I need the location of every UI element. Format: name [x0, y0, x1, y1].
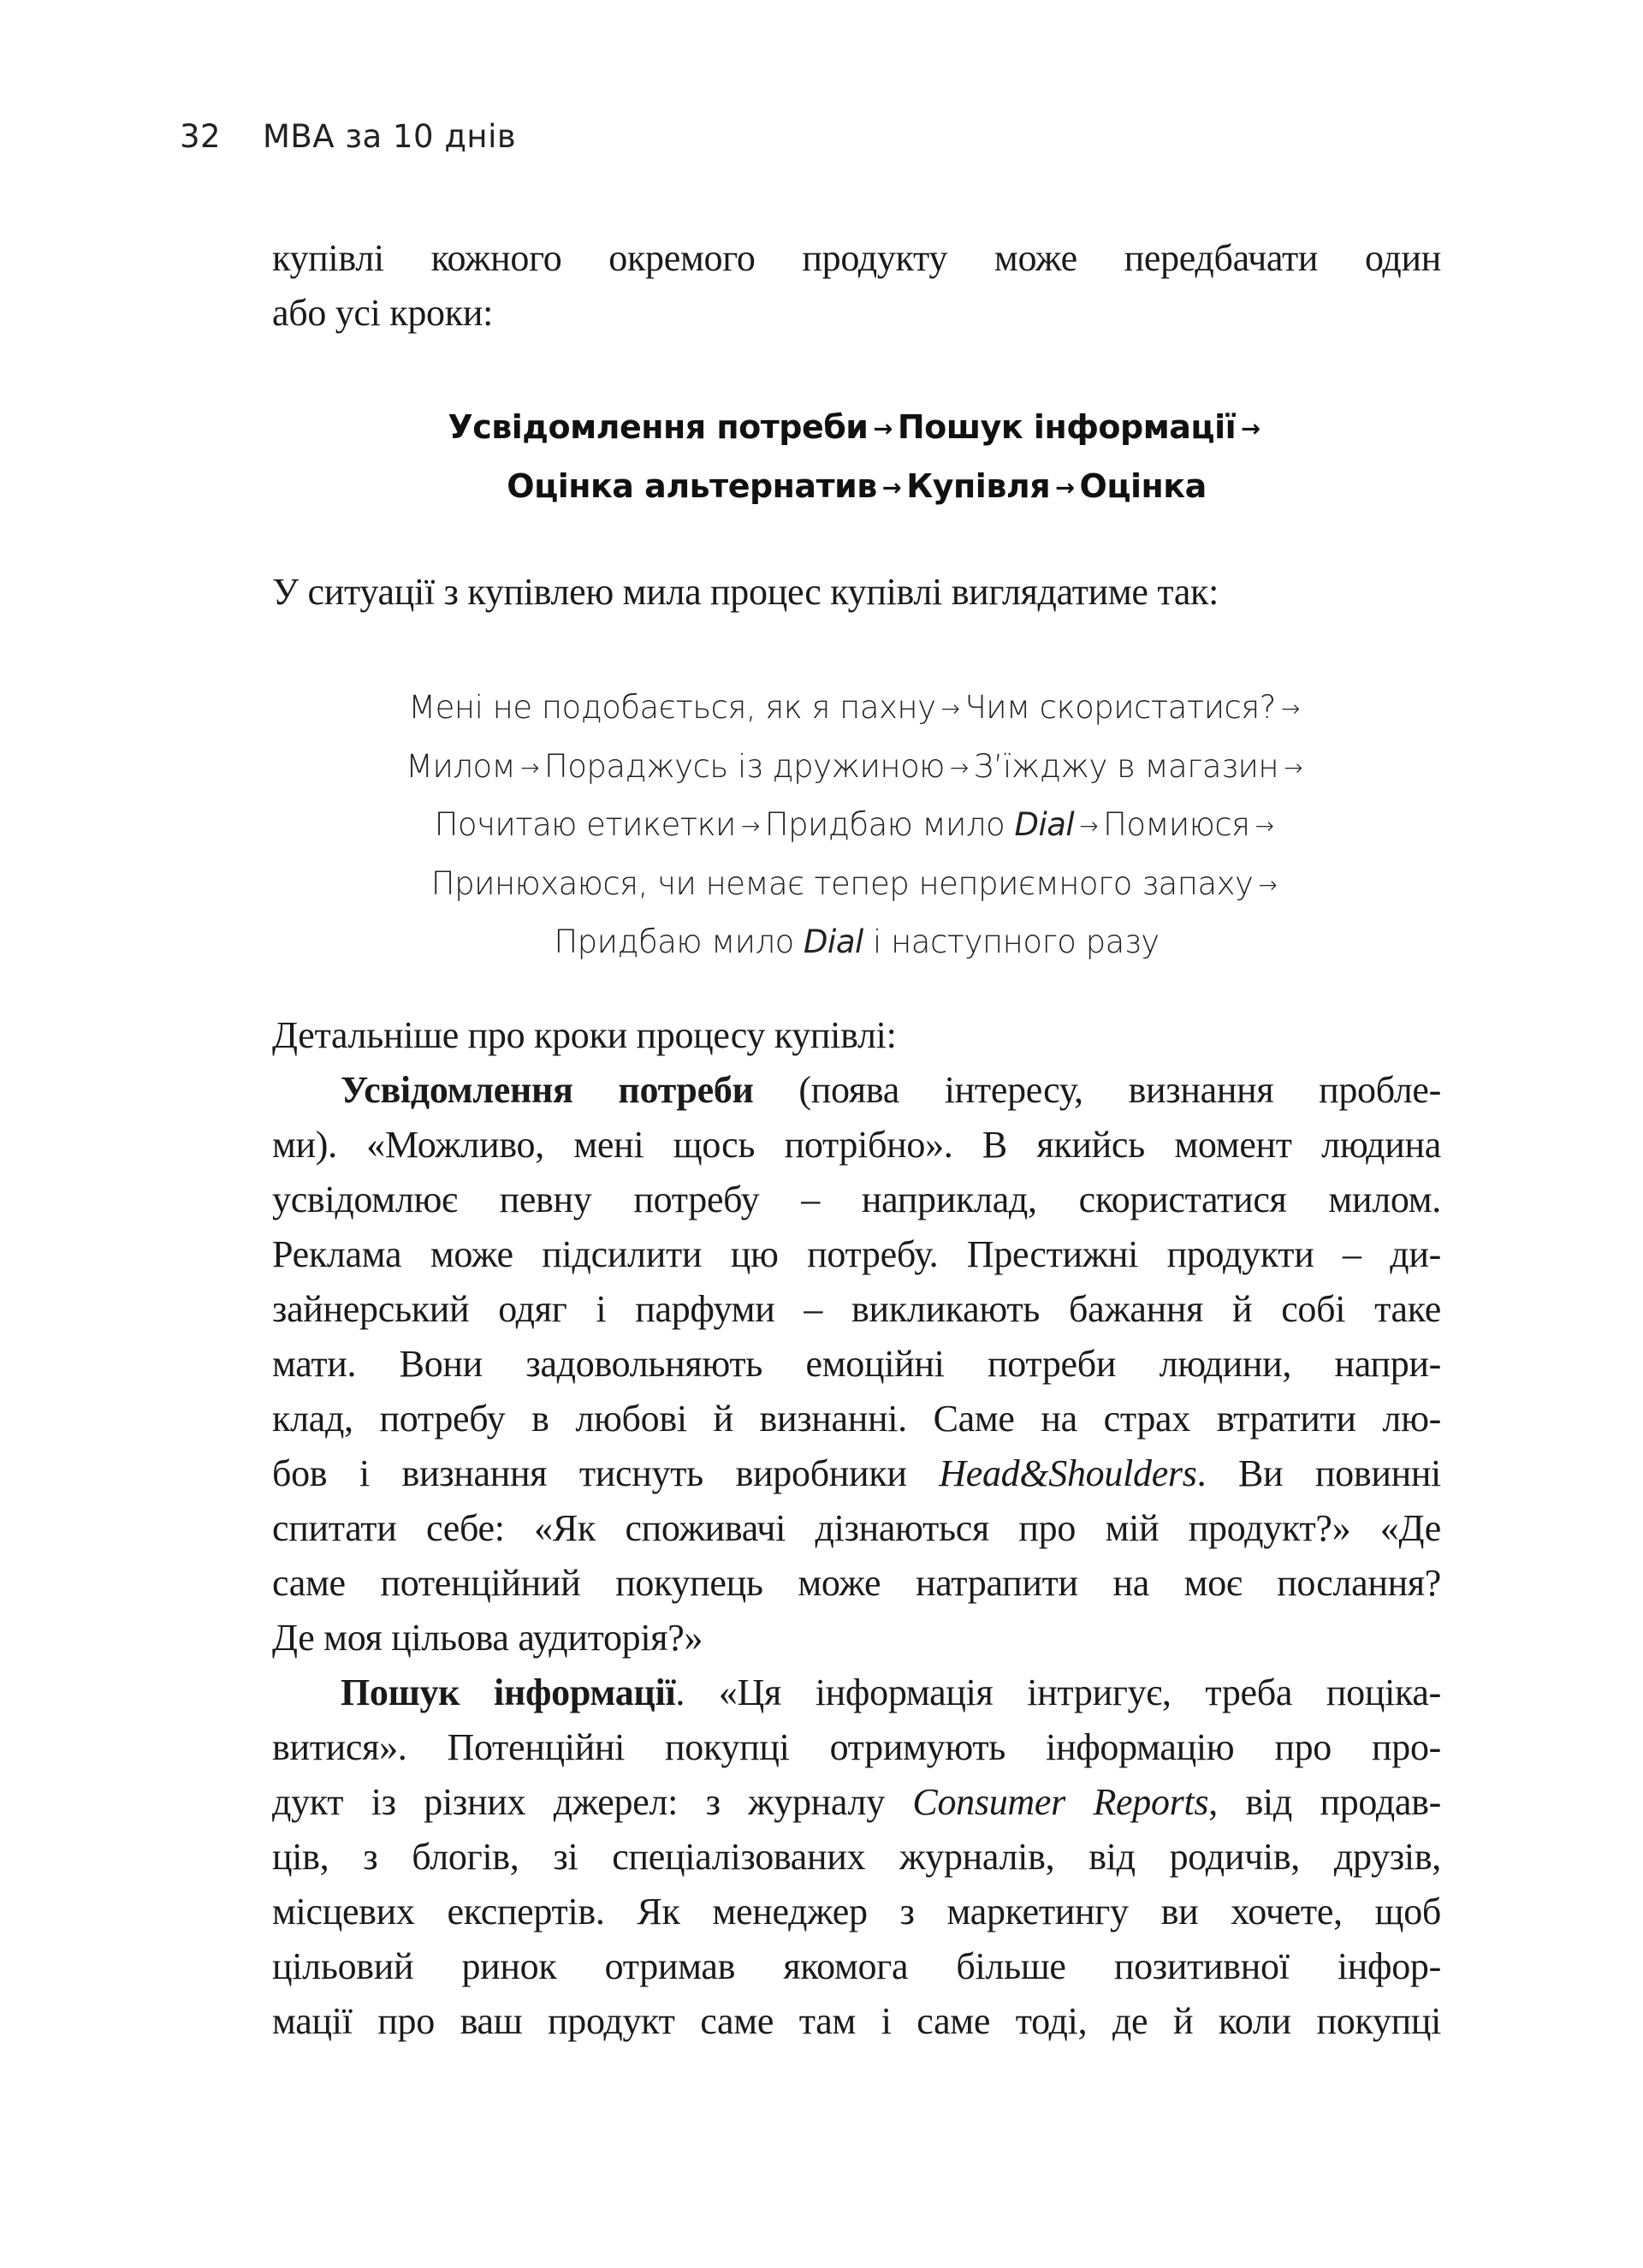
text-line: Реклама може підсилити цю потребу. Престижні продукти – ди- [272, 1233, 1441, 1275]
text-line: мати. Вони задовольняють емоційні потреби людини, напри- [272, 1343, 1441, 1385]
brand-name: Consumer Reports [912, 1781, 1209, 1823]
term-information-search: Пошук інформації [341, 1671, 676, 1713]
text-line: або усі кроки: [272, 292, 493, 334]
text-run: бов і визнання тиснуть виробники [272, 1452, 940, 1494]
text-line: ми). «Можливо, мені щось потрібно». В якийсь момент людина [272, 1124, 1441, 1166]
arrow-right-icon: → [1258, 871, 1278, 899]
arrow-right-icon: → [520, 754, 539, 781]
text-line: Де моя цільова аудиторія?» [272, 1617, 703, 1659]
text-line: усвідомлює певну потребу – наприклад, скористатися милом. [272, 1179, 1441, 1220]
soap-step: З’їжджу в магазин [973, 747, 1279, 785]
text-line: У ситуації з купівлею мила процес купівлі виглядатиме так: [272, 571, 1219, 613]
brand-name: Dial [804, 923, 863, 960]
arrow-right-icon: → [873, 416, 893, 442]
arrow-right-icon: → [1079, 813, 1099, 840]
soap-step: і наступного разу [863, 923, 1160, 960]
text-run: . Ви повинні [1196, 1452, 1441, 1494]
steps-row-2 [272, 459, 1441, 518]
arrow-right-icon: → [1284, 754, 1302, 781]
text-run: , від продав- [1208, 1781, 1441, 1823]
text-run: (поява інтересу, визнання пробле- [753, 1069, 1441, 1111]
arrow-right-icon: → [1241, 416, 1260, 442]
running-head [180, 118, 516, 155]
step-need-recognition: Усвідомлення потреби [448, 408, 869, 446]
soap-step: Принюхаюся, чи немає тепер неприємного запаху [430, 864, 1254, 902]
page-number: 32 [180, 118, 222, 155]
soap-line-1 [272, 680, 1441, 739]
arrow-right-icon: → [881, 475, 902, 502]
brand-name: Head&Shoulders [939, 1452, 1197, 1494]
arrow-right-icon: → [1280, 696, 1300, 722]
soap-step: Пораджусь із дружиною [543, 747, 945, 785]
awareness-line-1 [272, 1063, 1441, 1118]
soap-line-5 [272, 915, 1441, 971]
book-title: MBA за 10 днів [263, 118, 517, 155]
arrow-right-icon: → [940, 696, 960, 722]
soap-step: Чим скористатися? [964, 689, 1276, 726]
text-run: . «Ця інформація інтригує, треба поціка- [675, 1671, 1441, 1713]
text-line: мації про ваш продукт саме там і саме тоді, де й коли покупці [272, 2000, 1441, 2042]
soap-step: Почитаю етикетки [434, 806, 736, 843]
soap-line-3 [272, 798, 1441, 857]
details-section [272, 1008, 1441, 2049]
purchase-steps [272, 400, 1441, 518]
intro-paragraph [272, 231, 1441, 341]
step-information-search: Пошук інформації [897, 408, 1237, 446]
arrow-right-icon: → [1055, 475, 1075, 502]
soap-step: Придбаю мило [764, 806, 1015, 843]
arrow-right-icon: → [949, 754, 969, 781]
step-evaluate-alternatives: Оцінка альтернатив [507, 467, 877, 505]
text-line: спитати себе: «Як споживачі дізнаються про мій продукт?» «Де [272, 1507, 1441, 1549]
soap-line-2 [272, 739, 1441, 799]
text-line [272, 1775, 1441, 1830]
text-line [272, 1446, 1441, 1501]
text-line: зайнерський одяг і парфуми – викликають бажання й собі таке [272, 1288, 1441, 1330]
step-evaluation: Оцінка [1079, 467, 1207, 505]
arrow-right-icon: → [740, 813, 760, 840]
details-heading: Детальніше про кроки процесу купівлі: [272, 1014, 897, 1056]
search-line-1 [272, 1665, 1441, 1720]
soap-step: Помиюся [1103, 806, 1250, 843]
text-line: місцевих експертів. Як менеджер з маркетингу ви хочете, щоб [272, 1891, 1441, 1933]
brand-name: Dial [1014, 806, 1075, 843]
soap-line-4 [272, 857, 1441, 916]
text-line: клад, потребу в любові й визнанні. Саме на страх втратити лю- [272, 1398, 1441, 1440]
text-run: дукт із різних джерел: з журналу [272, 1781, 913, 1823]
steps-row-1 [272, 400, 1441, 459]
soap-step: Мені не подобається, як я пахну [408, 689, 936, 726]
soap-process [272, 680, 1441, 971]
soap-intro [272, 565, 1441, 620]
soap-step: Милом [406, 747, 516, 785]
text-line: купівлі кожного окремого продукту може передбачати один [272, 237, 1441, 279]
soap-step: Придбаю мило [554, 923, 804, 960]
step-purchase: Купівля [906, 467, 1051, 505]
text-line: витися». Потенційні покупці отримують інформацію про про- [272, 1726, 1441, 1768]
term-need-recognition: Усвідомлення потреби [341, 1069, 754, 1111]
text-line: цільовий ринок отримав якомога більше позитивної інфор- [272, 1945, 1441, 1987]
text-line: саме потенційний покупець може натрапити на моє послання? [272, 1562, 1441, 1604]
text-line: ців, з блогів, зі спеціалізованих журналів, від родичів, друзів, [272, 1836, 1441, 1878]
arrow-right-icon: → [1254, 813, 1274, 840]
